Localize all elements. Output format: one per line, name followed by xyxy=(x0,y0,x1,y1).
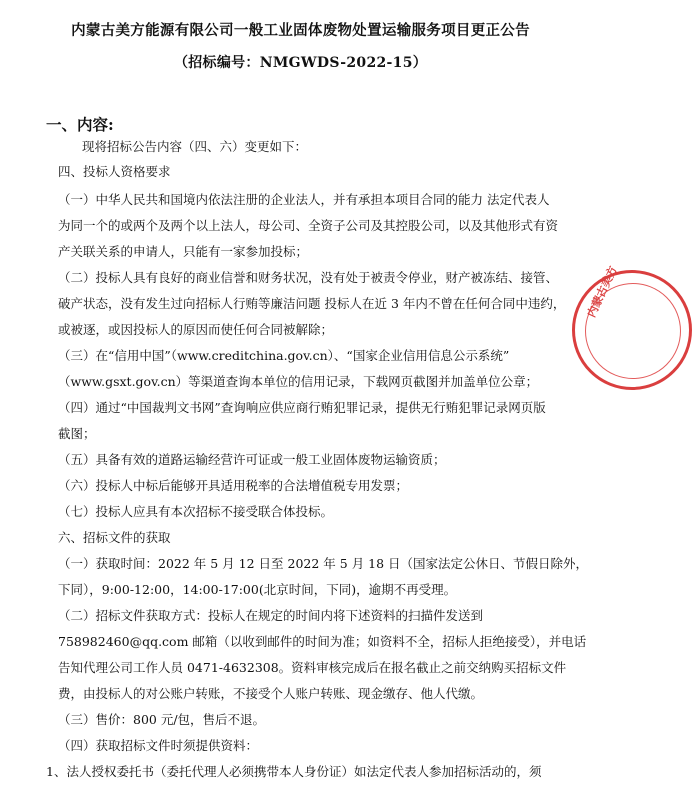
body-line: （一）获取时间：2022 年 5 月 12 日至 2022 年 5 月 18 日（国家法定公休日、节假日除外， xyxy=(58,556,589,571)
body-line: （www.gsxt.gov.cn）等渠道查询本单位的信用记录，下载网页截图并加盖单位公章； xyxy=(58,374,539,389)
body-line: 截图； xyxy=(58,426,96,441)
body-line: （六）投标人中标后能够开具适用税率的合法增值税专用发票； xyxy=(58,478,409,493)
official-seal-text: 内蒙古美方 xyxy=(584,263,620,320)
official-seal xyxy=(572,263,692,390)
body-line: （三）在“信用中国”（www.creditchina.gov.cn）、“国家企业信用信息公示系统” xyxy=(58,348,510,363)
body-line: 费，由投标人的对公账户转账，不接受个人账户转账、现金缴存、他人代缴。 xyxy=(58,686,484,701)
body-line: 758982460@qq.com 邮箱（以收到邮件的时间为准；如资料不全，招标人拒绝接受），并电话 xyxy=(58,634,587,649)
tender-number: （招标编号：NMGWDS-2022-15） xyxy=(173,55,428,71)
body-line: 现将招标公告内容（四、六）变更如下： xyxy=(82,139,308,154)
body-line: （五）具备有效的道路运输经营许可证或一般工业固体废物运输资质； xyxy=(58,452,446,467)
body-line: （四）获取招标文件时须提供资料： xyxy=(58,738,259,753)
body-line: 或被逐，或因投标人的原因而使任何合同被解除； xyxy=(58,322,334,337)
body-line: （四）通过“中国裁判文书网”查询响应供应商行贿犯罪记录，提供无行贿犯罪记录网页版 xyxy=(58,400,546,415)
section-heading: 一、内容: xyxy=(46,115,114,134)
body-line: 产关联关系的申请人，只能有一家参加投标； xyxy=(58,244,309,259)
body-line: （二）招标文件获取方式：投标人在规定的时间内将下述资料的扫描件发送到 xyxy=(58,608,484,623)
body-line: 告知代理公司工作人员 0471-4632308。资料审核完成后在报名截止之前交纳购买招标文件 xyxy=(58,660,567,675)
body-line: 四、投标人资格要求 xyxy=(58,164,171,179)
body-line: （三）售价：800 元/包，售后不退。 xyxy=(58,712,266,727)
body-line: （七）投标人应具有本次招标不接受联合体投标。 xyxy=(58,504,334,519)
body-line: 破产状态，没有发生过向招标人行贿等廉洁问题 投标人在近 3 年内不曾在任何合同中违约， xyxy=(58,296,566,311)
body-line: （二）投标人具有良好的商业信誉和财务状况，没有处于被责令停业，财产被冻结、接管、 xyxy=(58,270,559,285)
body-line: 为同一个的或两个及两个以上法人，母公司、全资子公司及其控股公司，以及其他形式有资 xyxy=(58,218,559,233)
body-line: 下同），9:00-12:00，14:00-17:00(北京时间，下同)，逾期不再受理。 xyxy=(58,582,457,597)
body-line: 六、招标文件的获取 xyxy=(58,530,171,545)
body-line: （一）中华人民共和国境内依法注册的企业法人，并有承担本项目合同的能力 法定代表人 xyxy=(58,192,550,207)
body-line: 1、法人授权委托书（委托代理人必须携带本人身份证）如法定代表人参加招标活动的，须 xyxy=(46,764,542,779)
document-title: 内蒙古美方能源有限公司一般工业固体废物处置运输服务项目更正公告 xyxy=(71,22,530,39)
